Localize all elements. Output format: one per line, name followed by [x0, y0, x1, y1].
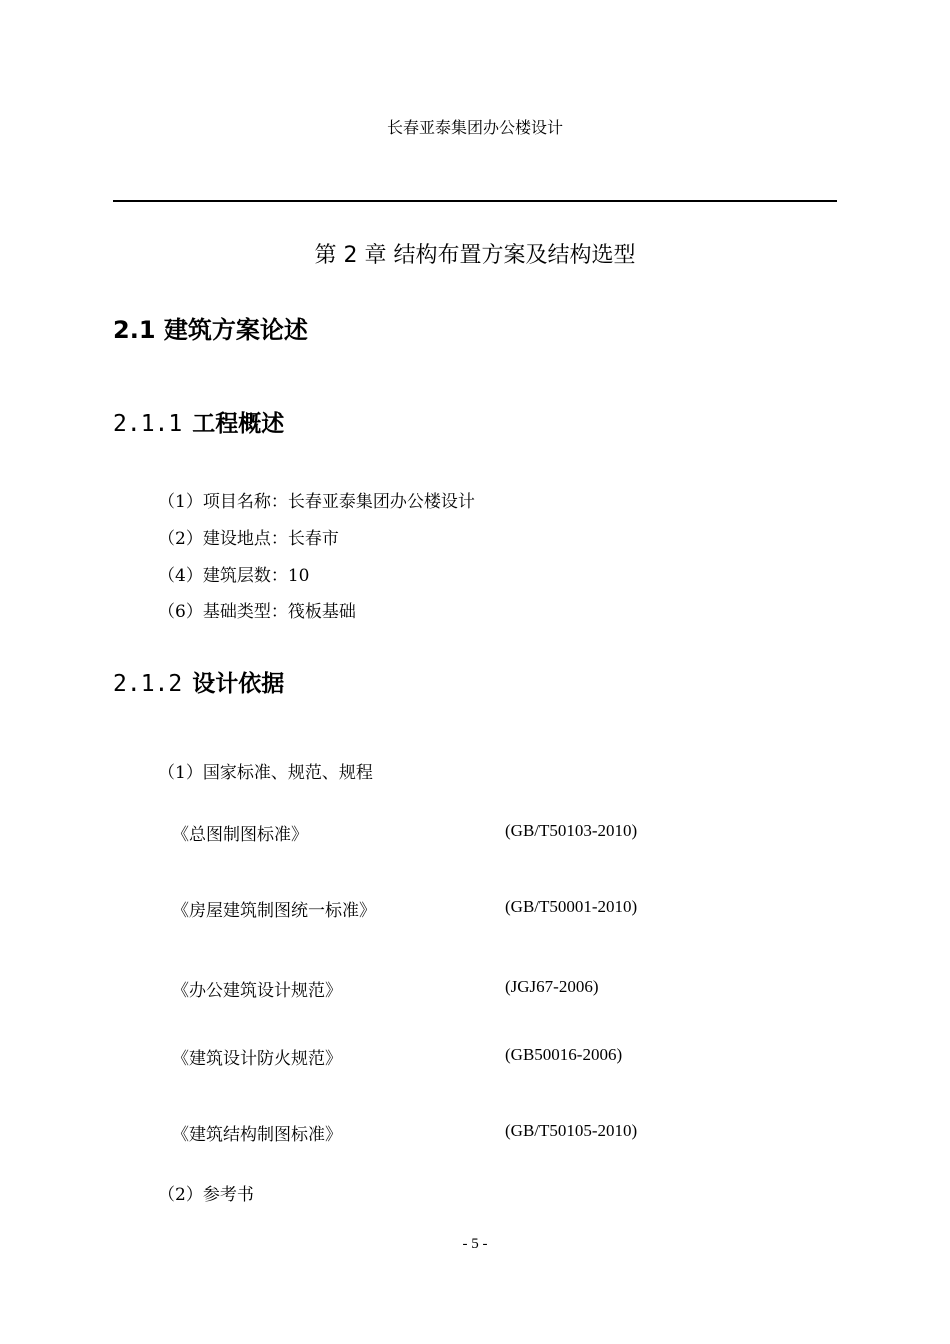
section-heading-2-1-1	[113, 405, 284, 438]
overview-item: （1）项目名称：长春亚泰集团办公楼设计	[158, 492, 475, 512]
chapter-title: 第 2 章 结构布置方案及结构选型	[314, 243, 636, 268]
section-heading-2-1: 2.1 建筑方案论述	[113, 316, 308, 344]
standard-code: (GB50016-2006)	[505, 1045, 623, 1064]
subsection-label: （2）参考书	[158, 1185, 254, 1205]
section-heading-2-1-2	[113, 665, 284, 698]
overview-item: （2）建设地点：长春市	[158, 529, 339, 549]
page-number: - 5 -	[462, 1236, 488, 1252]
standard-name: 《建筑结构制图标准》	[172, 1125, 342, 1145]
section-title: 工程概述	[192, 411, 285, 437]
overview-item: （4）建筑层数：10	[158, 566, 310, 586]
section-number: 2.1.2	[113, 671, 183, 697]
header-rule	[113, 200, 837, 202]
standard-name: 《建筑设计防火规范》	[172, 1049, 342, 1069]
section-title: 设计依据	[192, 671, 285, 697]
standard-code: (GB/T50103-2010)	[505, 821, 638, 840]
subsection-label: （1）国家标准、规范、规程	[158, 763, 373, 783]
section-number: 2.1.1	[113, 411, 183, 437]
overview-item: （6）基础类型：筏板基础	[158, 602, 356, 622]
standard-name: 《房屋建筑制图统一标准》	[172, 901, 376, 921]
standard-code: (GB/T50105-2010)	[505, 1121, 638, 1140]
running-header: 长春亚泰集团办公楼设计	[386, 118, 563, 137]
standard-code: (JGJ67-2006)	[505, 977, 599, 996]
standard-name: 《总图制图标准》	[172, 825, 308, 845]
standard-code: (GB/T50001-2010)	[505, 897, 638, 916]
standard-name: 《办公建筑设计规范》	[172, 981, 342, 1001]
